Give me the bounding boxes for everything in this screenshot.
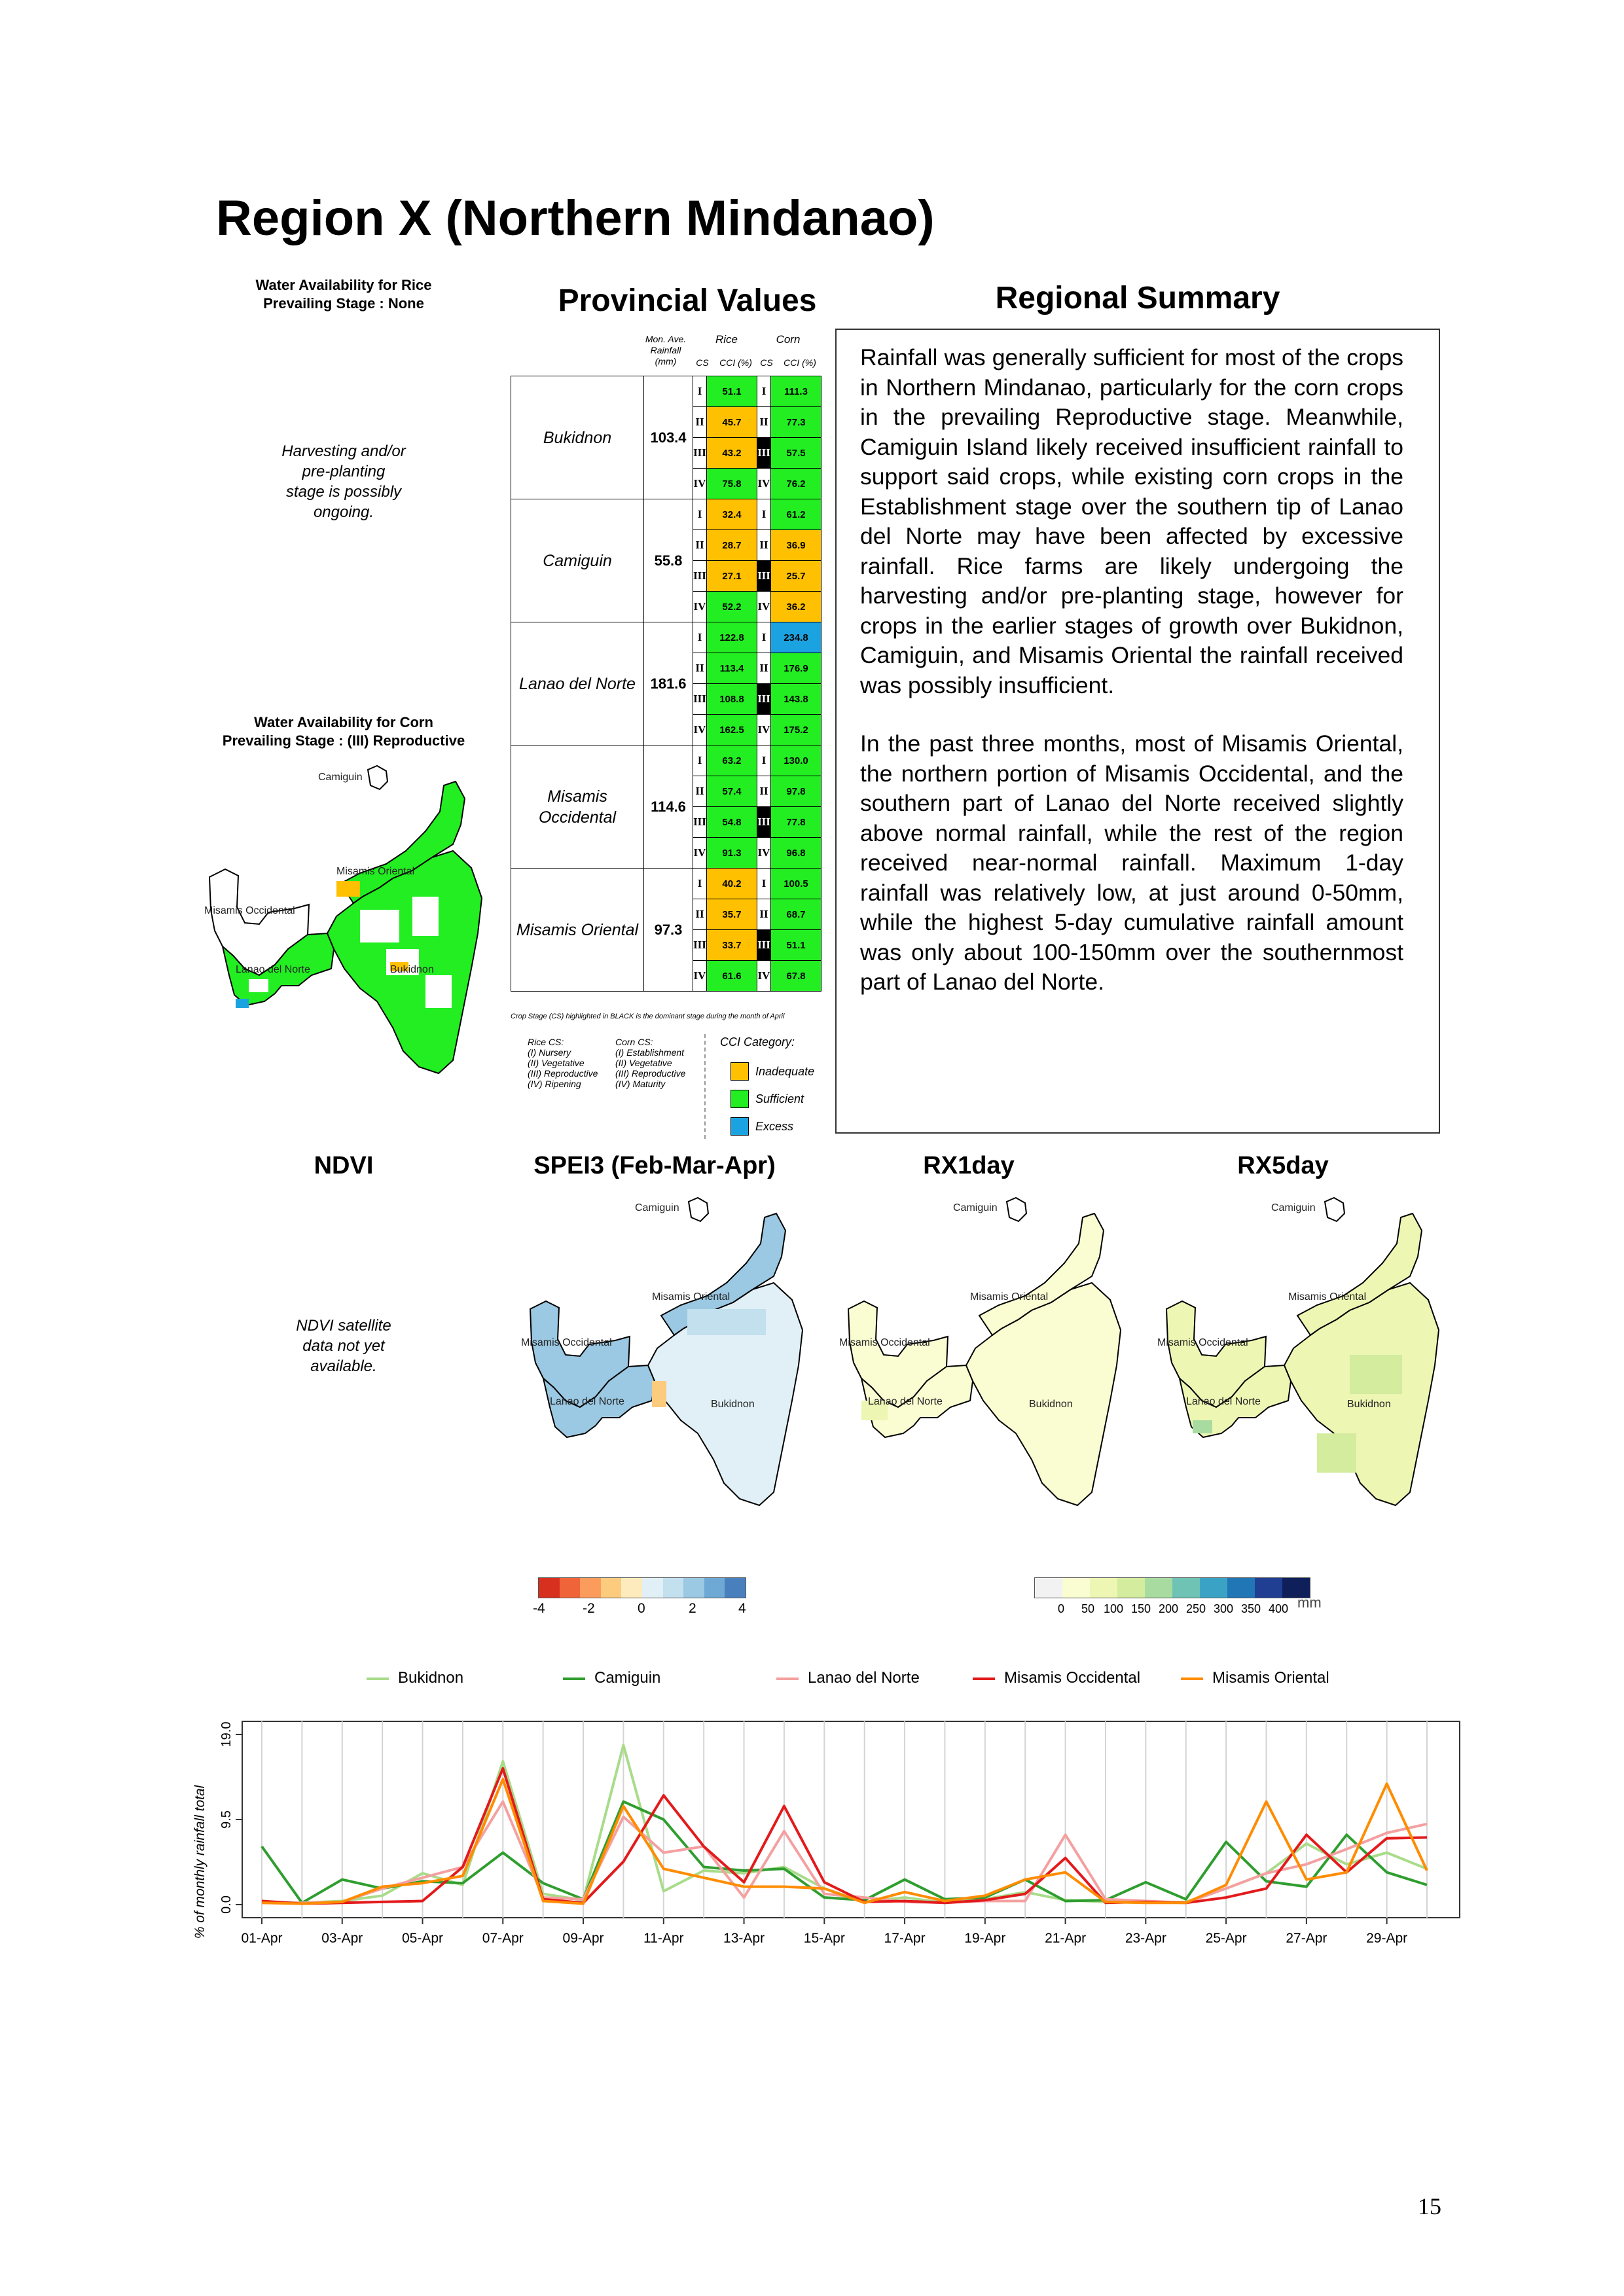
dry-patch <box>652 1381 666 1407</box>
map-patch <box>425 975 452 1008</box>
rx1day-map <box>835 1185 1136 1512</box>
rainfall-header-line2: Rainfall <box>650 345 681 355</box>
corn-cci-value: 51.1 <box>771 930 821 961</box>
cci-legend-inadequate <box>731 1058 814 1085</box>
province-name: Camiguin <box>511 499 644 622</box>
ndvi-note-line: available. <box>310 1357 377 1375</box>
rainfall-header <box>641 334 690 367</box>
rice-cci-value: 35.7 <box>707 899 757 930</box>
rice-cci-value: 91.3 <box>707 838 757 869</box>
rice-cs-legend-line: (IV) Ripening <box>528 1079 581 1089</box>
rain-patch <box>1193 1420 1212 1433</box>
spei-scale-bar <box>538 1577 746 1598</box>
x-tick-label: 13-Apr <box>723 1931 765 1946</box>
rice-cci-value: 61.6 <box>707 961 757 992</box>
rice-note-line: Harvesting and/or <box>281 442 406 460</box>
rice-crop-stage: III <box>693 438 707 469</box>
rain-swatch <box>1062 1578 1090 1598</box>
spei-tick: 2 <box>689 1601 696 1616</box>
corn-crop-stage: II <box>757 899 771 930</box>
rain-tick: 0 <box>1058 1602 1065 1615</box>
rice-panel-note <box>242 441 445 522</box>
map-patch <box>249 979 268 992</box>
rice-crop-stage: II <box>693 776 707 807</box>
rice-cci-value: 32.4 <box>707 499 757 530</box>
rain-swatch <box>1035 1578 1062 1598</box>
sufficient-swatch <box>731 1090 749 1108</box>
rice-crop-stage: II <box>693 899 707 930</box>
summary-paragraph-2: In the past three months, most of Misamis Oriental, the northern portion of Misamis Occidental, and the southern part of Lanao del Norte received slightly above normal rainfall, while the rest of the region received near-normal rainfall. Maximum 1-day rainfall was relatively low, at just around 0-50mm, while the highest 5-day cumulative rainfall amount was only about 100-150mm over the southernmost part of Lanao del Norte. <box>860 730 1403 995</box>
corn-cci-value: 77.3 <box>771 407 821 438</box>
rx5day-heading: RX5day <box>1237 1152 1329 1179</box>
corn-cci-value: 130.0 <box>771 745 821 776</box>
rice-cci-value: 43.2 <box>707 438 757 469</box>
table-row <box>511 869 821 899</box>
province-name: Lanao del Norte <box>511 622 644 745</box>
ndvi-note <box>249 1316 439 1376</box>
rx1day-heading: RX1day <box>923 1152 1015 1179</box>
legend-swatch <box>776 1677 799 1680</box>
corn-crop-stage: I <box>757 745 771 776</box>
rice-crop-stage: II <box>693 530 707 561</box>
chart-ylabel: % of monthly rainfall total <box>192 1785 208 1939</box>
ndvi-heading: NDVI <box>314 1152 374 1179</box>
legend-divider <box>704 1034 706 1139</box>
x-tick-label: 15-Apr <box>803 1931 845 1946</box>
monthly-rainfall: 55.8 <box>644 499 693 622</box>
x-tick-label: 21-Apr <box>1045 1931 1087 1946</box>
cci-legend-title: CCI Category: <box>720 1035 795 1049</box>
x-tick-label: 27-Apr <box>1286 1931 1327 1946</box>
corn-cci-value: 68.7 <box>771 899 821 930</box>
rx1-label-misamis-occidental: Misamis Occidental <box>839 1337 930 1348</box>
rice-cci-value: 51.1 <box>707 376 757 407</box>
rice-crop-stage: III <box>693 930 707 961</box>
monthly-rainfall: 181.6 <box>644 622 693 745</box>
camiguin-island <box>368 766 388 789</box>
rice-crop-stage: III <box>693 807 707 838</box>
rain-swatch <box>1200 1578 1227 1598</box>
rain-scale-ticks <box>1034 1598 1309 1617</box>
rice-note-line: stage is possibly <box>285 483 402 501</box>
rice-cs-legend-line: Rice CS: <box>528 1037 564 1047</box>
corn-cci-value: 36.9 <box>771 530 821 561</box>
inadequate-patch <box>336 881 360 897</box>
rice-crop-stage: I <box>693 499 707 530</box>
rain-tick: 200 <box>1159 1602 1179 1615</box>
cci-legend-excess <box>731 1113 814 1140</box>
corn-cci-value: 176.9 <box>771 653 821 684</box>
x-tick-label: 23-Apr <box>1125 1931 1166 1946</box>
plot-area <box>242 1721 1460 1918</box>
corn-cs-legend-line: (IV) Maturity <box>615 1079 666 1089</box>
rice-cci-value: 52.2 <box>707 592 757 622</box>
x-tick-label: 09-Apr <box>562 1931 604 1946</box>
corn-crop-stage: IV <box>757 715 771 745</box>
daily-rainfall-chart <box>190 1708 1473 1983</box>
summary-paragraph-1: Rainfall was generally sufficient for most of the crops in Northern Mindanao, particularly for the corn crops in the prevailing Reproductive stage. Meanwhile, Camiguin Island likely received insufficient rainfall to support said crops, while existing corn crops in the Establishment stage over the southern tip of Lanao del Norte may have been affected by excessive rainfall. Rice farms are likely undergoing the harvesting and/or pre-planting stage, however for crops in the earlier stages of growth over Bukidnon, Camiguin, and Misamis Oriental the rainfall received was possibly insufficient. <box>860 344 1403 698</box>
legend-label: Lanao del Norte <box>808 1669 920 1687</box>
rain-patch <box>1317 1433 1356 1473</box>
spei-swatch <box>642 1578 663 1598</box>
map-patch <box>412 897 439 936</box>
rx5-label-bukidnon: Bukidnon <box>1347 1399 1391 1410</box>
spei-tick: -4 <box>533 1601 545 1616</box>
rx5-label-camiguin: Camiguin <box>1271 1202 1316 1213</box>
x-tick-label: 01-Apr <box>241 1931 283 1946</box>
spei-label-misamis-oriental: Misamis Oriental <box>652 1291 731 1302</box>
corn-crop-stage: IV <box>757 469 771 499</box>
y-tick-label: 19.0 <box>219 1721 234 1748</box>
spei-map <box>517 1185 818 1512</box>
spei-swatch <box>601 1578 622 1598</box>
rice-cci-value: 45.7 <box>707 407 757 438</box>
corn-cci-value: 67.8 <box>771 961 821 992</box>
monthly-rainfall: 97.3 <box>644 869 693 992</box>
rice-cci-value: 162.5 <box>707 715 757 745</box>
legend-bukidnon <box>367 1669 463 1687</box>
rice-crop-stage: III <box>693 684 707 715</box>
corn-crop-stage: II <box>757 653 771 684</box>
y-tick-label: 0.0 <box>219 1895 234 1914</box>
map-patch <box>360 910 399 942</box>
rain-tick: 100 <box>1104 1602 1124 1615</box>
corn-cci-value: 57.5 <box>771 438 821 469</box>
corn-crop-stage: IV <box>757 838 771 869</box>
rain-swatch <box>1090 1578 1117 1598</box>
province-name: Misamis Occidental <box>511 745 644 869</box>
corn-panel-title-line2: Prevailing Stage : (III) Reproductive <box>222 732 465 749</box>
rice-panel-title-line1: Water Availability for Rice <box>255 277 432 293</box>
corn-cci-value: 76.2 <box>771 469 821 499</box>
rain-swatch <box>1172 1578 1200 1598</box>
x-tick-label: 07-Apr <box>482 1931 524 1946</box>
legend-label: Bukidnon <box>398 1669 464 1687</box>
rice-crop-stage: II <box>693 407 707 438</box>
corn-cs-legend-line: (II) Vegetative <box>615 1058 672 1068</box>
rice-cci-value: 57.4 <box>707 776 757 807</box>
corn-cci-header: CCI (%) <box>784 357 816 368</box>
x-tick-label: 05-Apr <box>402 1931 444 1946</box>
rice-cci-value: 108.8 <box>707 684 757 715</box>
corn-cs-legend <box>615 1037 700 1089</box>
rice-note-line: pre-planting <box>302 463 386 480</box>
rainfall-header-line3: (mm) <box>655 356 677 367</box>
corn-crop-stage: II <box>757 530 771 561</box>
spei-label-bukidnon: Bukidnon <box>711 1399 755 1410</box>
rx1-label-camiguin: Camiguin <box>953 1202 998 1213</box>
corn-crop-stage: III <box>757 684 771 715</box>
rice-cci-value: 28.7 <box>707 530 757 561</box>
corn-cci-value: 97.8 <box>771 776 821 807</box>
rx1-label-misamis-oriental: Misamis Oriental <box>970 1291 1049 1302</box>
map-label-misamis-oriental: Misamis Oriental <box>336 866 415 877</box>
corn-crop-stage: III <box>757 930 771 961</box>
rice-cs-legend-line: (III) Reproductive <box>528 1068 598 1079</box>
rice-cci-value: 40.2 <box>707 869 757 899</box>
provincial-values-heading: Provincial Values <box>558 283 817 318</box>
x-tick-label: 11-Apr <box>643 1931 684 1946</box>
legend-swatch <box>563 1677 585 1680</box>
legend-misamis-occidental <box>973 1669 1140 1687</box>
rain-swatch <box>1227 1578 1255 1598</box>
corn-cci-value: 111.3 <box>771 376 821 407</box>
x-tick-label: 17-Apr <box>884 1931 926 1946</box>
rice-cs-header: CS <box>696 357 709 368</box>
spei-heading: SPEI3 (Feb-Mar-Apr) <box>533 1152 776 1179</box>
map-label-camiguin: Camiguin <box>318 772 363 783</box>
corn-crop-stage: I <box>757 622 771 653</box>
corn-water-map <box>196 753 504 1080</box>
corn-panel-title-line1: Water Availability for Corn <box>254 714 433 730</box>
rain-tick: 250 <box>1186 1602 1206 1615</box>
map-label-lanao-del-norte: Lanao del Norte <box>236 964 310 975</box>
cci-legend-sufficient <box>731 1085 814 1113</box>
rain-patch <box>1350 1355 1402 1394</box>
rainfall-header-line1: Mon. Ave. <box>645 334 687 344</box>
camiguin-island <box>1325 1198 1344 1221</box>
camiguin-island <box>689 1198 708 1221</box>
page-number: 15 <box>1418 2193 1441 2219</box>
spei-tick: -2 <box>583 1601 595 1616</box>
sufficient-label: Sufficient <box>755 1092 804 1105</box>
spei-scale <box>533 1577 746 1617</box>
corn-crop-stage: III <box>757 561 771 592</box>
corn-crop-stage: I <box>757 869 771 899</box>
legend-swatch <box>1181 1677 1203 1680</box>
camiguin-island <box>1007 1198 1026 1221</box>
rain-tick: 300 <box>1214 1602 1234 1615</box>
corn-cci-value: 25.7 <box>771 561 821 592</box>
spei-tick: 4 <box>738 1601 746 1616</box>
legend-swatch <box>973 1677 995 1680</box>
rice-note-line: ongoing. <box>313 503 374 521</box>
corn-cs-legend-line: Corn CS: <box>615 1037 653 1047</box>
rain-scale-unit: mm <box>1297 1594 1322 1611</box>
table-row <box>511 376 821 407</box>
cci-legend <box>731 1058 814 1140</box>
spei-swatch <box>539 1578 560 1598</box>
rice-cci-value: 27.1 <box>707 561 757 592</box>
excess-swatch <box>731 1117 749 1136</box>
provincial-values-table <box>511 376 821 992</box>
rain-swatch <box>1255 1578 1282 1598</box>
province-name: Misamis Oriental <box>511 869 644 992</box>
corn-cci-value: 61.2 <box>771 499 821 530</box>
rain-swatch <box>1117 1578 1145 1598</box>
rice-panel-title-line2: Prevailing Stage : None <box>263 295 424 312</box>
rx1-label-lanao-del-norte: Lanao del Norte <box>868 1396 943 1407</box>
corn-header: Corn <box>776 333 801 346</box>
corn-cci-value: 100.5 <box>771 869 821 899</box>
rice-cci-value: 54.8 <box>707 807 757 838</box>
monthly-rainfall: 103.4 <box>644 376 693 499</box>
rice-crop-stage: I <box>693 869 707 899</box>
rice-crop-stage: I <box>693 745 707 776</box>
spei-swatch <box>663 1578 684 1598</box>
x-tick-label: 19-Apr <box>964 1931 1006 1946</box>
ndvi-note-line: NDVI satellite <box>296 1317 391 1335</box>
rice-cs-legend-line: (II) Vegetative <box>528 1058 585 1068</box>
rx1-label-bukidnon: Bukidnon <box>1029 1399 1073 1410</box>
spei-label-misamis-occidental: Misamis Occidental <box>521 1337 612 1348</box>
legend-label: Camiguin <box>594 1669 661 1687</box>
legend-misamis-oriental <box>1181 1669 1329 1687</box>
table-row <box>511 622 821 653</box>
spei-tick: 0 <box>638 1601 645 1616</box>
rain-swatch <box>1145 1578 1172 1598</box>
spei-swatch <box>560 1578 581 1598</box>
spei-swatch <box>580 1578 601 1598</box>
map-label-bukidnon: Bukidnon <box>390 964 434 975</box>
spei-swatch <box>683 1578 704 1598</box>
legend-lanao-del-norte <box>776 1669 920 1687</box>
excess-label: Excess <box>755 1120 794 1133</box>
corn-crop-stage: I <box>757 376 771 407</box>
regional-summary-heading: Regional Summary <box>995 281 1280 315</box>
page-title: Region X (Northern Mindanao) <box>216 190 935 246</box>
rice-cs-legend-line: (I) Nursery <box>528 1047 571 1058</box>
corn-cs-legend-line: (I) Establishment <box>615 1047 685 1058</box>
rx5-label-misamis-occidental: Misamis Occidental <box>1157 1337 1248 1348</box>
rain-tick: 50 <box>1081 1602 1095 1615</box>
spei-swatch <box>704 1578 725 1598</box>
rice-panel-title <box>216 276 471 313</box>
table-footnote: Crop Stage (CS) highlighted in BLACK is the dominant stage during the month of April <box>511 1013 785 1020</box>
rain-tick: 150 <box>1131 1602 1151 1615</box>
rx5-label-misamis-oriental: Misamis Oriental <box>1288 1291 1367 1302</box>
corn-cci-value: 143.8 <box>771 684 821 715</box>
moist-patch <box>687 1309 766 1335</box>
rice-cs-legend <box>528 1037 606 1089</box>
corn-crop-stage: II <box>757 776 771 807</box>
monthly-rainfall: 114.6 <box>644 745 693 869</box>
rice-crop-stage: IV <box>693 592 707 622</box>
corn-cci-value: 175.2 <box>771 715 821 745</box>
corn-cci-value: 234.8 <box>771 622 821 653</box>
corn-crop-stage: IV <box>757 592 771 622</box>
rice-crop-stage: I <box>693 622 707 653</box>
rice-cci-header: CCI (%) <box>719 357 752 368</box>
corn-crop-stage: II <box>757 407 771 438</box>
corn-cs-legend-line: (III) Reproductive <box>615 1068 686 1079</box>
x-tick-label: 25-Apr <box>1205 1931 1247 1946</box>
corn-cci-value: 36.2 <box>771 592 821 622</box>
rice-crop-stage: IV <box>693 715 707 745</box>
legend-label: Misamis Occidental <box>1004 1669 1141 1687</box>
corn-crop-stage: III <box>757 438 771 469</box>
legend-label: Misamis Oriental <box>1212 1669 1329 1687</box>
rain-tick: 400 <box>1269 1602 1289 1615</box>
legend-swatch <box>367 1677 389 1680</box>
spei-scale-ticks <box>533 1598 746 1617</box>
rice-cci-value: 75.8 <box>707 469 757 499</box>
rice-crop-stage: I <box>693 376 707 407</box>
corn-cs-header: CS <box>760 357 773 368</box>
rice-cci-value: 113.4 <box>707 653 757 684</box>
ndvi-note-line: data not yet <box>302 1337 385 1355</box>
rice-cci-value: 63.2 <box>707 745 757 776</box>
corn-crop-stage: I <box>757 499 771 530</box>
table-row <box>511 745 821 776</box>
spei-label-lanao-del-norte: Lanao del Norte <box>550 1396 624 1407</box>
legend-camiguin <box>563 1669 660 1687</box>
rice-crop-stage: IV <box>693 961 707 992</box>
chart-legend <box>367 1669 1348 1695</box>
rice-crop-stage: III <box>693 561 707 592</box>
y-tick-label: 9.5 <box>219 1810 234 1829</box>
spei-swatch <box>725 1578 746 1598</box>
x-tick-label: 03-Apr <box>321 1931 363 1946</box>
spei-label-camiguin: Camiguin <box>635 1202 679 1213</box>
rain-scale-bar <box>1034 1577 1310 1598</box>
rice-cci-value: 122.8 <box>707 622 757 653</box>
rice-crop-stage: II <box>693 653 707 684</box>
inadequate-label: Inadequate <box>755 1065 815 1078</box>
table-row <box>511 499 821 530</box>
rx5day-map <box>1153 1185 1454 1512</box>
rain-tick: 350 <box>1241 1602 1261 1615</box>
regional-summary-box <box>835 329 1440 1134</box>
rain-scale <box>1034 1577 1310 1617</box>
corn-cci-value: 96.8 <box>771 838 821 869</box>
rice-crop-stage: IV <box>693 469 707 499</box>
corn-panel-title <box>203 713 484 750</box>
rice-cci-value: 33.7 <box>707 930 757 961</box>
excess-patch <box>236 999 249 1008</box>
x-tick-label: 29-Apr <box>1366 1931 1408 1946</box>
corn-cci-value: 77.8 <box>771 807 821 838</box>
corn-crop-stage: IV <box>757 961 771 992</box>
province-name: Bukidnon <box>511 376 644 499</box>
rice-crop-stage: IV <box>693 838 707 869</box>
corn-crop-stage: III <box>757 807 771 838</box>
map-label-misamis-occidental: Misamis Occidental <box>204 905 295 916</box>
rx5-label-lanao-del-norte: Lanao del Norte <box>1186 1396 1261 1407</box>
rice-header: Rice <box>715 333 738 346</box>
inadequate-swatch <box>731 1062 749 1081</box>
spei-swatch <box>621 1578 642 1598</box>
